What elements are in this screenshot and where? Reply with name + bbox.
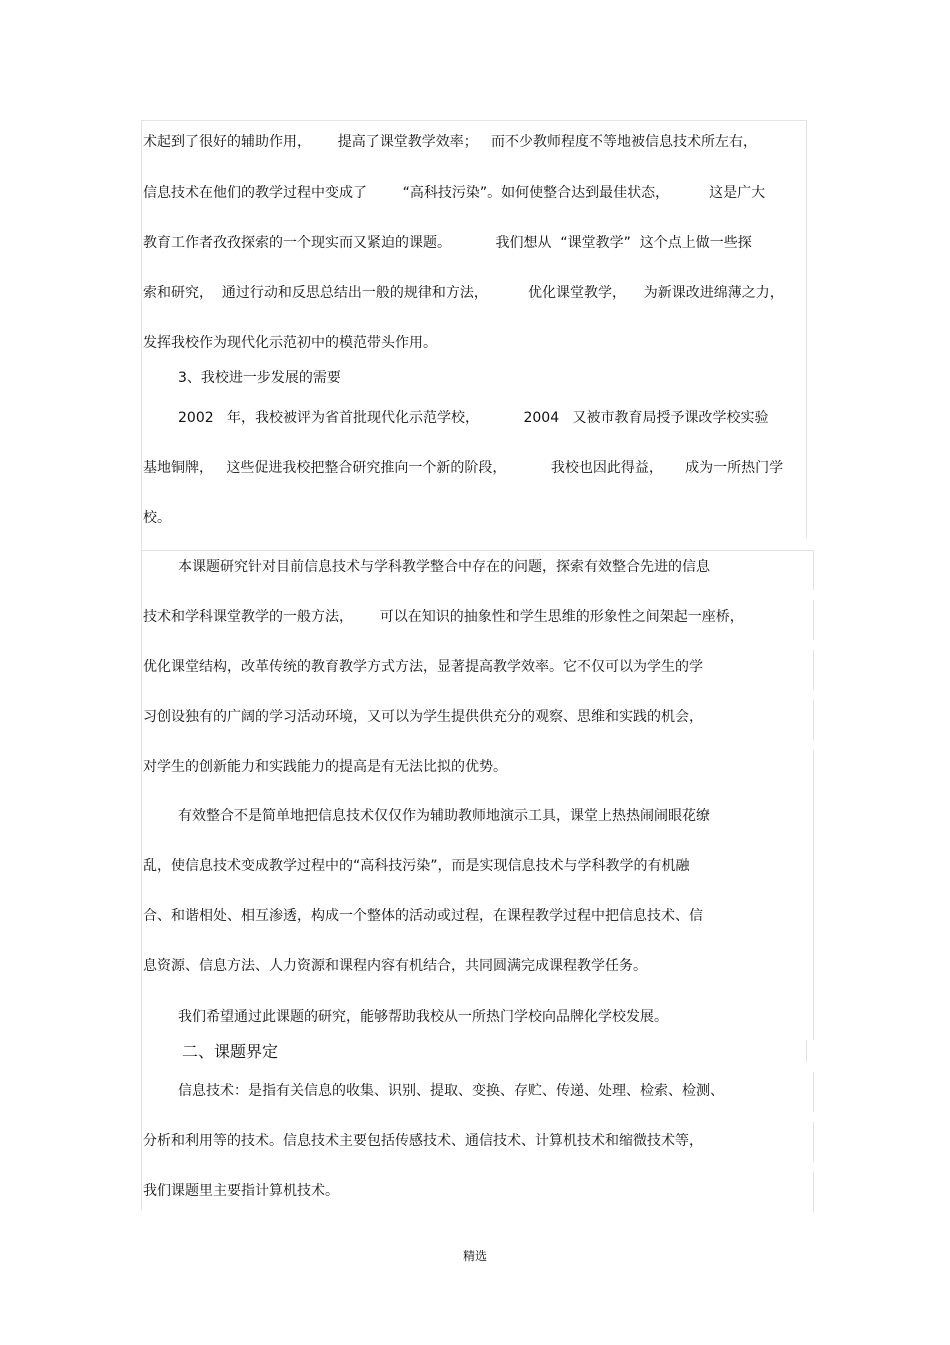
body-line: 对学生的创新能力和实践能力的提高是有无法比拟的优势。	[143, 759, 507, 775]
body-line: 我们课题里主要指计算机技术。	[143, 1183, 339, 1199]
cell-border-left	[141, 120, 142, 1210]
body-line: 发挥我校作为现代化示范初中的模范带头作用。	[143, 335, 437, 351]
body-line: 本课题研究针对目前信息技术与学科教学整合中存在的问题，探索有效整合先进的信息	[178, 559, 710, 575]
section-heading: 二、课题界定	[182, 1042, 279, 1061]
body-line: 合、和谐相处、相互渗透，构成一个整体的活动或过程，在课程教学过程中把信息技术、信	[143, 908, 703, 924]
body-line: 优化课堂结构，改革传统的教育教学方式方法，显著提高教学效率。它不仅可以为学生的学	[143, 659, 703, 675]
body-line: 2002 年，我校被评为省首批现代化示范学校， 2004 又被市教育局授予课改学校实验	[178, 410, 769, 426]
body-line: 信息技术在他们的教学过程中变成了 “高科技污染”。如何使整合达到最佳状态， 这是广大	[143, 185, 766, 201]
body-line: 分析和利用等的技术。信息技术主要包括传感技术、通信技术、计算机技术和缩微技术等，	[143, 1133, 703, 1149]
cell-border-right-b6	[806, 1040, 807, 1062]
body-line: 习创设独有的广阔的学习活动环境，又可以为学生提供供充分的观察、思维和实践的机会，	[143, 709, 703, 725]
cell-border-right-b5	[813, 750, 814, 1040]
body-line: 基地铜牌， 这些促进我校把整合研究推向一个新的阶段， 我校也因此得益， 成为一所热门学	[143, 460, 784, 476]
cell-border-right-b4	[813, 700, 814, 740]
page-footer: 精选	[462, 1249, 487, 1263]
body-line: 乱，使信息技术变成教学过程中的“高科技污染”，而是实现信息技术与学科教学的有机融	[143, 858, 690, 874]
body-line: 技术和学科课堂教学的一般方法， 可以在知识的抽象性和学生思维的形象性之间架起一座桥，	[143, 609, 744, 625]
cell-border-right-b9	[813, 1172, 814, 1212]
body-line: 教育工作者孜孜探索的一个现实而又紧迫的课题。 我们想从 “课堂教学” 这个点上做一些探	[143, 235, 752, 251]
cell-border-right-top	[806, 120, 807, 538]
cell-border-right-b7	[813, 1072, 814, 1112]
cell-border-right-b2	[813, 600, 814, 640]
body-line: 索和研究， 通过行动和反思总结出一般的规律和方法， 优化课堂教学， 为新课改进绵薄之力，	[143, 285, 784, 301]
cell-border-right-b3	[813, 650, 814, 690]
subsection-heading: 3、我校进一步发展的需要	[178, 370, 341, 386]
body-line: 我们希望通过此课题的研究，能够帮助我校从一所热门学校向品牌化学校发展。	[178, 1009, 668, 1025]
body-line: 术起到了很好的辅助作用， 提高了课堂教学效率； 而不少教师程度不等地被信息技术所左右，	[143, 134, 758, 150]
cell-border-top	[141, 120, 807, 121]
body-line: 信息技术：是指有关信息的收集、识别、提取、变换、存贮、传递、处理、检索、检测、	[178, 1083, 724, 1099]
cell-border-right-b1	[813, 550, 814, 590]
cell-border-mid	[141, 550, 814, 551]
body-line: 息资源、信息方法、人力资源和课程内容有机结合，共同圆满完成课程教学任务。	[143, 958, 647, 974]
body-line: 校。	[143, 510, 171, 526]
body-line: 有效整合不是简单地把信息技术仅仅作为辅助教师地演示工具，课堂上热热闹闹眼花缭	[178, 808, 710, 824]
cell-border-right-b8	[813, 1122, 814, 1162]
